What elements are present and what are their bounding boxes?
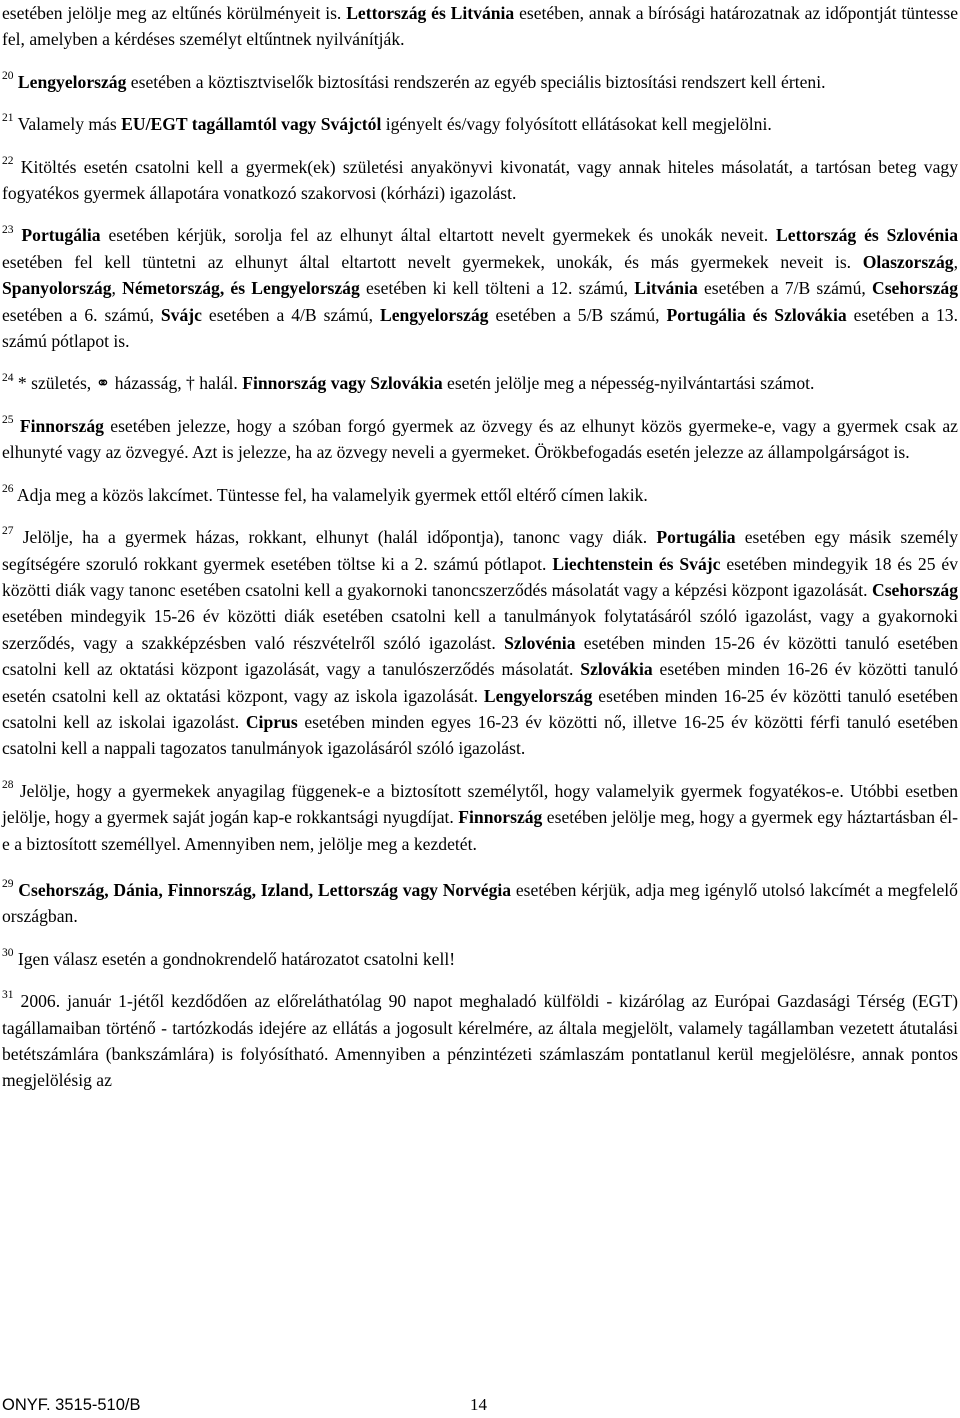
body-text: esetében minden 15-26 év közötti tanuló esetében csatolni kell az oktatási központ igazolását, vagy a tanulószerződés másolatát. [2, 632, 958, 680]
body-text: esetén jelölje meg a népesség-nyilvántartási számot. [442, 373, 815, 394]
bold-text: Lettország és Szlovénia [776, 225, 958, 246]
footnote-30 [2, 946, 958, 972]
footnote-22 [2, 154, 958, 207]
body-text: Igen válasz esetén a gondnokrendelő határozatot csatolni kell! [13, 948, 456, 969]
footnote-number: 20 [2, 69, 14, 82]
body-text: esetében egy másik személy segítségére szoruló rokkant gyermek esetében töltse ki a 2. számú pótlapot. [2, 527, 958, 574]
page-footer [0, 1392, 960, 1416]
bold-text: Portugália és Szlovákia [666, 304, 847, 325]
footnote-25 [2, 413, 958, 466]
body-text: Adja meg a közös lakcímet. Tüntesse fel, ha valamelyik gyermek ettől eltérő címen lakik. [13, 484, 648, 505]
body-text: esetében jelezze, hogy a szóban forgó gyermek az özvegy és az elhunyt közös gyermeke-e, vagy a gyermek csak az elhunyté vagy az özvegyé. Azt is jelezze, ha az özvegy neveli a gyermeket. Örökbefogadás esetén jelezze az állampolgárságot is. [2, 415, 958, 463]
document-page [2, 0, 958, 1094]
footnote-number: 22 [2, 154, 14, 167]
body-text: esetében kérjük, adja meg igénylő utolsó lakcímét a megfelelő országban. [2, 879, 958, 927]
bold-text: Ciprus [245, 711, 298, 732]
body-text: esetében fel kell tüntetni az elhunyt által eltartott nevelt gyermekek, unokák, és más gyermekek neveit is. [2, 251, 863, 272]
body-text: esetében a 5/B számú, [488, 304, 667, 325]
footnote-31 [2, 988, 958, 1094]
body-text: * születés, ⚭ házasság, † halál. [13, 373, 243, 394]
footnote-number: 31 [2, 989, 14, 1002]
bold-text: Lettország és Litvánia [346, 3, 515, 23]
footnote-27 [2, 524, 958, 762]
footnote-28 [2, 778, 958, 857]
bold-text: Németország, és Lengyelország [122, 278, 360, 299]
body-text: esetében kérjük, sorolja fel az elhunyt által eltartott nevelt gyermekek és unokák neveit. [100, 225, 777, 246]
footnote-number: 30 [2, 946, 14, 959]
body-text: esetében minden 16-26 év közötti tanuló esetén csatolni kell az oktatási központ, vagy az iskola igazolását. [2, 659, 958, 706]
footnote-24 [2, 370, 958, 396]
body-text: Jelölje, ha a gyermek házas, rokkant, elhunyt (halál időpontja), tanonc vagy diák. [13, 527, 657, 548]
footnote-number: 29 [2, 878, 14, 891]
bold-text: Liechtenstein és Svájc [552, 553, 721, 574]
body-text: igényelt és/vagy folyósított ellátásokat kell megjelölni. [381, 114, 772, 135]
body-text: esetében ki kell tölteni a 12. számú, [359, 278, 635, 299]
body-text: esetében, annak a bírósági határozatnak az időpontját tüntesse fel, amelyben a kérdéses személyt eltűntnek nyilvánítják. [2, 3, 958, 50]
body-text: esetében mindegyik 18 és 25 év közötti diák vagy tanonc esetében csatolni kell a gyakornoki tanoncszerződés másolatát vagy a képzési központ igazolását. [2, 553, 958, 600]
bold-text: Szlovákia [580, 659, 653, 680]
footnote-20 [2, 69, 958, 95]
bold-text: Finnország [19, 415, 104, 436]
footnote-21 [2, 111, 958, 137]
bold-text: Finnország [458, 807, 543, 828]
footnote-number: 24 [2, 371, 14, 384]
bold-text: Olaszország [862, 251, 954, 272]
body-text: esetében minden egyes 16-23 év közötti nő, illetve 16-25 év közötti férfi tanuló esetében csatolni kell a nappali tagozatos tanulmányok igazolásáról szóló igazolást. [2, 711, 959, 759]
bold-text: Lengyelország [379, 304, 489, 325]
body-text: Valamely más [13, 114, 122, 135]
bold-text: Lengyelország [17, 71, 127, 92]
bold-text: Svájc [160, 304, 202, 325]
bold-text: Csehország [871, 579, 958, 600]
body-text: esetében a 13. számú pótlapot is. [2, 304, 958, 352]
footnote-number: 25 [2, 414, 14, 427]
body-text: , [111, 278, 123, 299]
footnote-number: 27 [2, 525, 14, 538]
footnote-number: 23 [2, 223, 14, 236]
bold-text: Csehország [872, 278, 959, 299]
bold-text: Finnország vagy Szlovákia [242, 373, 443, 394]
body-text: 2006. január 1-jétől kezdődően az előreláthatólag 90 napot meghaladó külföldi - kizárólag az Európai Gazdasági Térség (EGT) tagállamaiban történő - tartózkodás idejére az ellátás a jogosult kérelmére, az általa megjelölt, valamely tagállamban vezetett átutalási betétszámlára (bankszámlára) is folyósítható. Amennyiben a pénzintézeti számlaszám pontatlanul kerül megjelölésre, annak pontos megjelölésig az [2, 991, 958, 1091]
body-text: esetében minden 16-25 év közötti tanuló esetében csatolni kell az iskolai igazolást. [2, 685, 958, 732]
bold-text: Spanyolország [2, 278, 112, 299]
bold-text: Csehország, Dánia, Finnország, Izland, Lettország vagy Norvégia [18, 879, 512, 900]
body-text: esetében mindegyik 15-26 év közötti diák esetében csatolni kell a tanulmányok folytatásáról szóló igazolást, vagy a gyakornoki szerződés, vagy a szakképzésben való részvételről szóló igazolást. [2, 606, 958, 653]
page-number: 14 [470, 1395, 487, 1414]
body-text: , [953, 251, 958, 272]
footnote-26 [2, 482, 958, 508]
bold-text: Lengyelország [483, 685, 593, 706]
footnote-23 [2, 222, 958, 354]
body-text: Jelölje, hogy a gyermekek anyagilag függenek-e a biztosított személytől, hogy valamelyik gyermek fogyatékos-e. Utóbbi esetben jelölje, hogy a gyermek saját jogán kap-e rokkantsági nyugdíjat. [2, 780, 958, 828]
form-code: ONYF. 3515-510/B [2, 1396, 141, 1414]
footnote-29 [2, 877, 958, 930]
body-text: esetében a köztisztviselők biztosítási rendszerén az egyéb speciális biztosítási rendszert kell érteni. [126, 71, 826, 92]
bold-text: Litvánia [634, 278, 698, 299]
body-text: esetében jelölje meg, hogy a gyermek egy háztartásban él-e a biztosított személlyel. Amennyiben nem, jelölje meg a kezdetét. [2, 807, 959, 854]
body-text: Kitöltés esetén csatolni kell a gyermek(ek) születési anyakönyvi kivonatát, vagy annak hiteles másolatát, a tartósan beteg vagy fogyatékos gyermek állapotára vonatkozó szakorvosi (kórházi) igazolást. [2, 156, 958, 204]
body-text: esetében a 6. számú, [2, 304, 161, 325]
bold-text: Portugália [21, 225, 101, 246]
body-text: esetében a 4/B számú, [201, 304, 380, 325]
bold-text: Portugália [656, 527, 736, 548]
footnote-number: 26 [2, 482, 14, 495]
bold-text: Szlovénia [504, 632, 576, 653]
body-text: esetében a 7/B számú, [697, 278, 872, 299]
footnote-number: 21 [2, 112, 14, 125]
footnote-number: 28 [2, 778, 14, 791]
footnote-continuation [2, 0, 958, 53]
body-text: esetében jelölje meg az eltűnés körülményeit is. [2, 3, 347, 23]
bold-text: EU/EGT tagállamtól vagy Svájctól [121, 114, 382, 135]
